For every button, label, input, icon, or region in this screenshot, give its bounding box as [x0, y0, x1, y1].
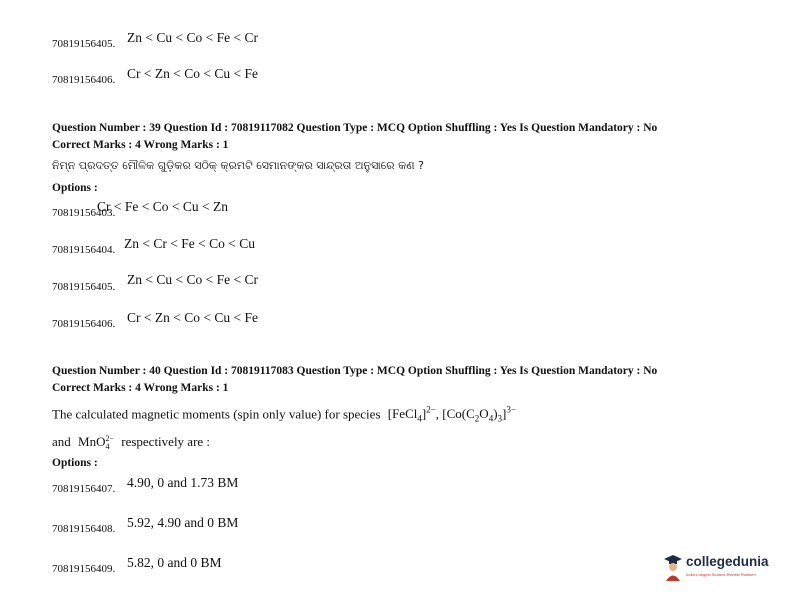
- question-header: Question Number : 40 Question Id : 70819117083 Question Type : MCQ Option Shuffling : Yes Is Question Mandatory : No: [52, 365, 658, 377]
- species-mno4: MnO 2− 4: [78, 434, 114, 452]
- option-text: Cr < Zn < Co < Cu < Fe: [127, 310, 258, 325]
- separator: ,: [435, 406, 440, 422]
- option-text: Zn < Cu < Co < Fe < Cr: [127, 30, 258, 45]
- question-text-part: and: [52, 434, 71, 449]
- question-marks: Correct Marks : 4 Wrong Marks : 1: [52, 139, 229, 151]
- question-marks: Correct Marks : 4 Wrong Marks : 1: [52, 382, 229, 394]
- option-text: 5.82, 0 and 0 BM: [127, 555, 222, 570]
- species-cobalt-oxalate: $[Co(C_2O_4)_3]^{3-}$: [442, 405, 516, 424]
- option-id: 70819156409.: [52, 563, 116, 575]
- species-fecl4: [FeCl$_4$]$^{2-}$: [387, 405, 436, 424]
- question-text: ନିମ୍ନ ପ୍ରଦତ୍ତ ମୌଳିକ ଗୁଡ଼ିକର ସଠିକ୍ କ୍ରମଟି ସେମାନଙ୍କର ସାନ୍ଦ୍ରତା ଅନୁସାରେ କଣ ?: [52, 159, 424, 172]
- option-text: 5.92, 4.90 and 0 BM: [127, 515, 239, 530]
- question-text-line2: [52, 434, 210, 451]
- options-label: Options :: [52, 457, 98, 469]
- option-id: 70819156405.: [52, 38, 116, 50]
- option-text: Cr < Zn < Co < Cu < Fe: [127, 66, 258, 81]
- option-id: 70819156406.: [52, 74, 116, 86]
- option-text: Zn < Cu < Co < Fe < Cr: [127, 272, 258, 287]
- option-id: 70819156407.: [52, 483, 116, 495]
- question-header: Question Number : 39 Question Id : 70819117082 Question Type : MCQ Option Shuffling : Yes Is Question Mandatory : No: [52, 122, 658, 134]
- option-id: 70819156408.: [52, 523, 116, 535]
- question-text-part: The calculated magnetic moments (spin only value) for species: [52, 406, 381, 422]
- graduate-icon: [662, 552, 684, 582]
- option-id: 70819156404.: [52, 244, 116, 256]
- collegedunia-logo: [662, 552, 769, 586]
- option-id: 70819156403.: [52, 207, 116, 219]
- option-text: Cr < Fe < Co < Cu < Zn: [97, 199, 228, 214]
- option-text: Zn < Cr < Fe < Co < Cu: [124, 236, 255, 251]
- option-id: 70819156406.: [52, 318, 116, 330]
- question-text-part: respectively are :: [121, 434, 211, 449]
- logo-tagline: India's largest Student Review Platform: [686, 572, 756, 577]
- logo-name: collegedunia: [686, 554, 769, 569]
- option-text: 4.90, 0 and 1.73 BM: [127, 475, 239, 490]
- option-id: 70819156405.: [52, 281, 116, 293]
- question-text: [52, 405, 516, 424]
- options-label: Options :: [52, 182, 98, 194]
